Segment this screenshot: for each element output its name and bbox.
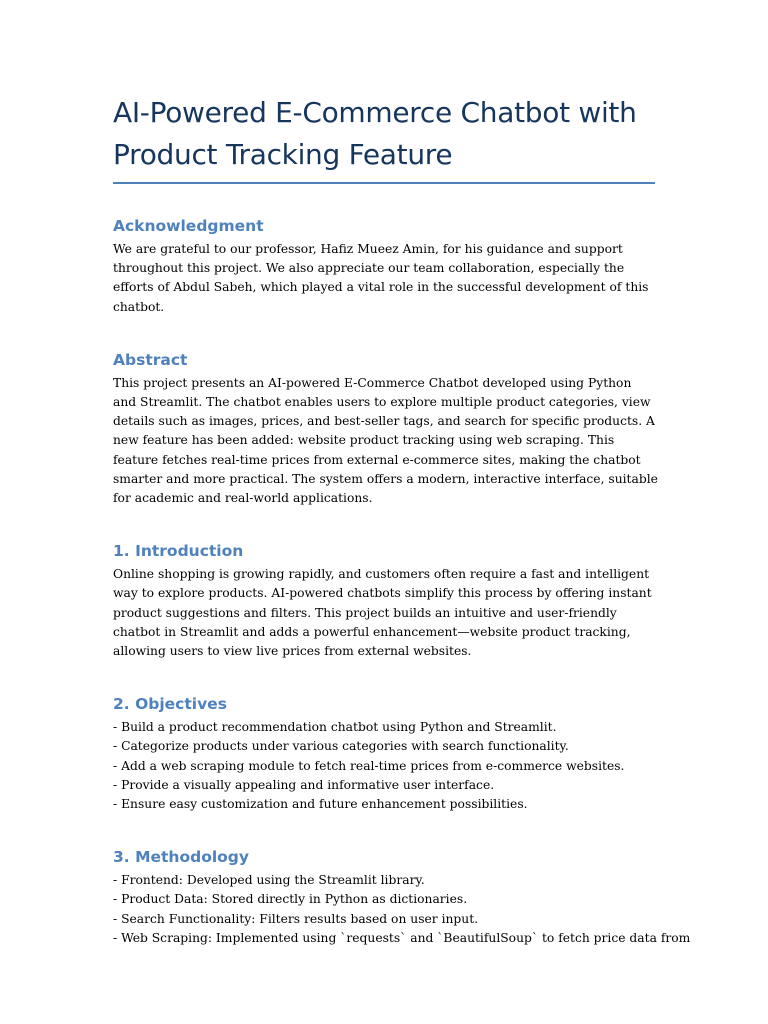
acknowledgment-heading: Acknowledgment	[113, 217, 264, 235]
objectives-list	[113, 718, 658, 814]
section-acknowledgment	[113, 216, 658, 317]
objectives-list-item: - Build a product recommendation chatbot using Python and Streamlit.	[113, 720, 557, 735]
methodology-list	[113, 871, 691, 948]
introduction-text: Online shopping is growing rapidly, and customers often require a fast and intelligent way to explore products. AI-powered chatbots simplify this process by offering instant product suggestions and filters. This project builds an intuitive and user-friendly chatbot in Streamlit and adds a powerful enhancement—website product tracking, allowing users to view live prices from external websites.	[113, 567, 652, 659]
objectives-list-item: - Categorize products under various categories with search functionality.	[113, 739, 569, 754]
methodology-heading: 3. Methodology	[113, 848, 250, 867]
section-abstract	[113, 350, 658, 508]
document-page	[113, 92, 691, 948]
abstract-text: This project presents an AI-powered E-Commerce Chatbot developed using Python and Streamlit. The chatbot enables users to explore multiple product categories, view details such as images, prices, and best-seller tags, and search for specific products. A new feature has been added: website product tracking using web scraping. This feature fetches real-time prices from external e-commerce sites, making the chatbot smarter and more practical. The system offers a modern, interactive interface, suitable for academic and real-world applications.	[113, 375, 658, 506]
document-title-line-1: AI-Powered E-Commerce Chatbot with	[113, 96, 637, 129]
methodology-list-item: - Search Functionality: Filters results based on user input.	[113, 911, 479, 926]
methodology-list-item: - Web Scraping: Implemented using `requests` and `BeautifulSoup` to fetch price data from	[113, 930, 691, 945]
objectives-list-item: - Ensure easy customization and future enhancement possibilities.	[113, 797, 528, 812]
section-methodology	[113, 847, 691, 948]
introduction-heading: 1. Introduction	[113, 542, 244, 561]
objectives-heading: 2. Objectives	[113, 695, 227, 714]
document-title-line-2: Product Tracking Feature	[113, 138, 453, 171]
title-underline	[113, 182, 655, 184]
acknowledgment-text: We are grateful to our professor, Hafiz Mueez Amin, for his guidance and support throughout this project. We also appreciate our team collaboration, especially the efforts of Abdul Sabeh, which played a vital role in the successful development of this chatbot.	[113, 242, 649, 314]
abstract-heading: Abstract	[113, 350, 188, 369]
section-objectives	[113, 694, 658, 814]
methodology-list-item: - Product Data: Stored directly in Python as dictionaries.	[113, 892, 468, 907]
methodology-list-item: - Frontend: Developed using the Streamlit library.	[113, 873, 425, 888]
objectives-list-item: - Provide a visually appealing and informative user interface.	[113, 777, 495, 792]
section-introduction	[113, 541, 658, 661]
document-title	[113, 92, 658, 176]
objectives-list-item: - Add a web scraping module to fetch real-time prices from e-commerce websites.	[113, 758, 625, 773]
